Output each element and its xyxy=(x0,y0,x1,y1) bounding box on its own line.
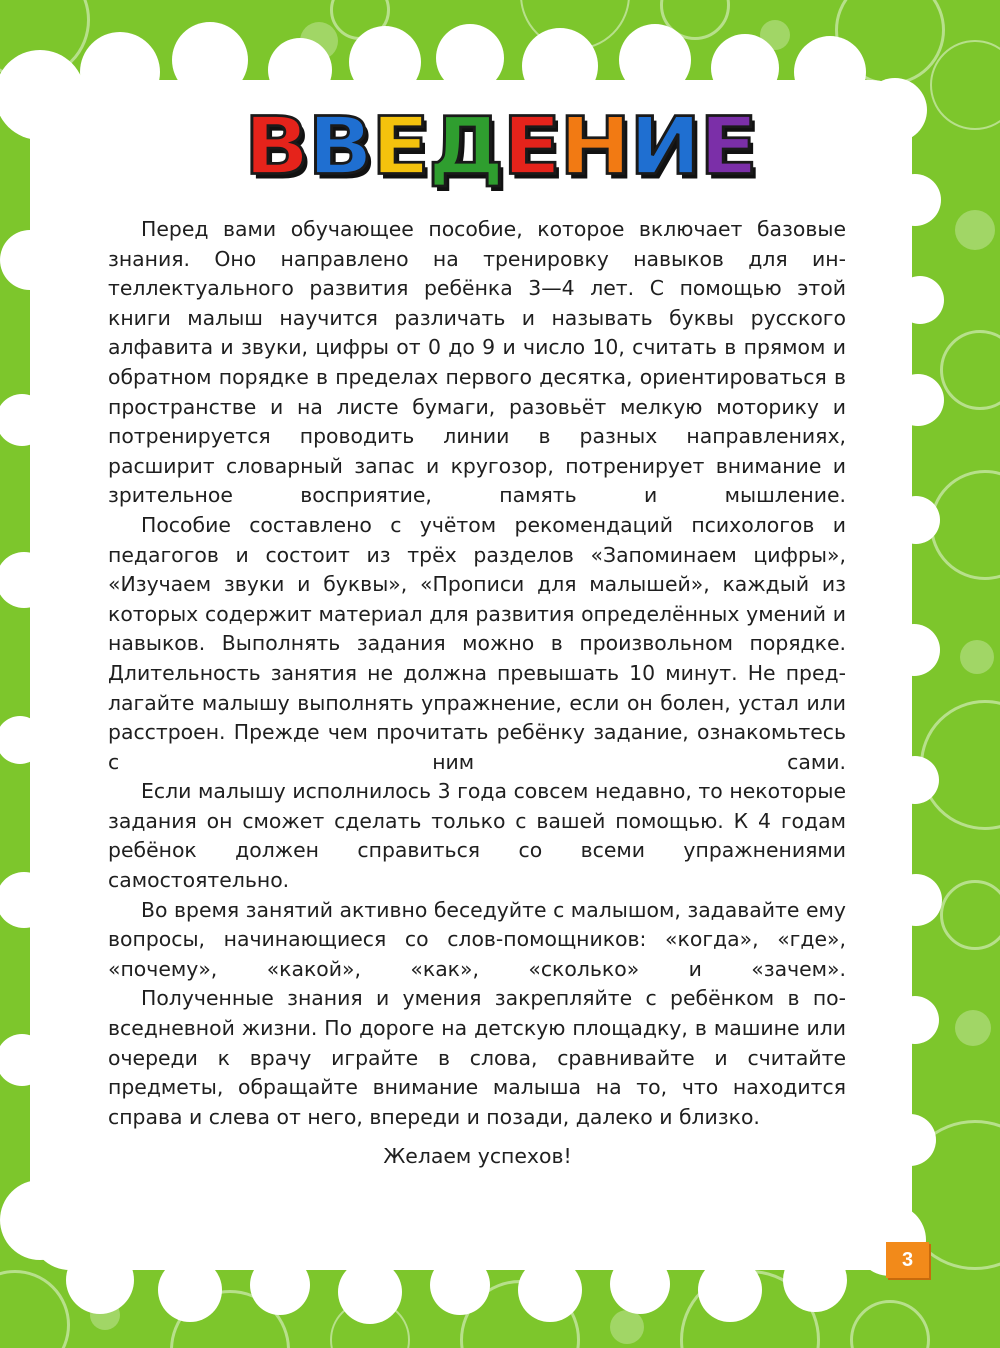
title-letter: Д xyxy=(427,101,503,193)
title-letter: В xyxy=(307,101,372,193)
paragraph: Во время занятий активно беседуйте с малышом, задавайте ему вопросы, начинающиеся со слов-помощников: «когда», «где», «почему», «какой», «как», «сколько» и «зачем». xyxy=(108,897,846,981)
closing-line: Желаем успехов! xyxy=(383,1144,572,1168)
paragraph: Пособие составлено с учётом рекомендаций психологов и педагогов и состоит из трёх разделов «Запоминаем цифры», «Изучаем звуки и буквы», «Прописи для малышей», каждый из которых содержит материал для развития определённых умений и навыков. Выполнять задания можно в произвольном порядке. Длительность занятия не должна превышать 10 минут. Не предлагайте малышу выполнять упражнение, если он болен, устал или расстроен. Прежде чем прочитать ребёнку задание, ознакомьтесь с ним сами. xyxy=(108,512,846,774)
title-letter: В xyxy=(244,101,308,193)
paragraph: Перед вами обучающее пособие, которое включает базовые знания. Оно направлено на тренировку навыков для интеллектуального развития ребёнка 3—4 лет. С помощью этой книги малыш научится различать и называть буквы русского алфавита и звуки, цифры от 0 до 9 и число 10, считать в прямом и обратном порядке в пределах первого десятка, ориентироваться в пространстве и на листе бумаги, разовьёт мелкую моторику и потренируется проводить линии в разных направлениях, расширит словарный запас и кругозор, потренирует внимание и зрительное восприятие, память и мышление. xyxy=(108,217,846,508)
title-letter: Е xyxy=(699,101,756,193)
intro-text xyxy=(108,215,846,1132)
title-letter: Е xyxy=(502,101,560,193)
title-letter: И xyxy=(629,101,700,193)
title-letter: Е xyxy=(371,101,428,193)
paragraph: Если малышу исполнилось 3 года совсем недавно, то некоторые задания он сможет сделать только с вашей помощью. К 4 годам ребёнок должен справиться со всеми упражнениями самостоятельно. xyxy=(108,779,846,893)
paragraph: Полученные знания и умения закрепляйте с ребёнком в повседневной жизни. По дороге на детскую площадку, в машине или очереди к врачу играйте в слова, сравнивайте и считайте предметы, обращайте внимание малыша на то, что находится справа и слева от него, впереди и позади, далеко и близко. xyxy=(108,986,846,1129)
page-number-badge: 3 xyxy=(886,1242,929,1278)
page-title xyxy=(0,102,1000,192)
title-letter: Н xyxy=(559,101,630,193)
